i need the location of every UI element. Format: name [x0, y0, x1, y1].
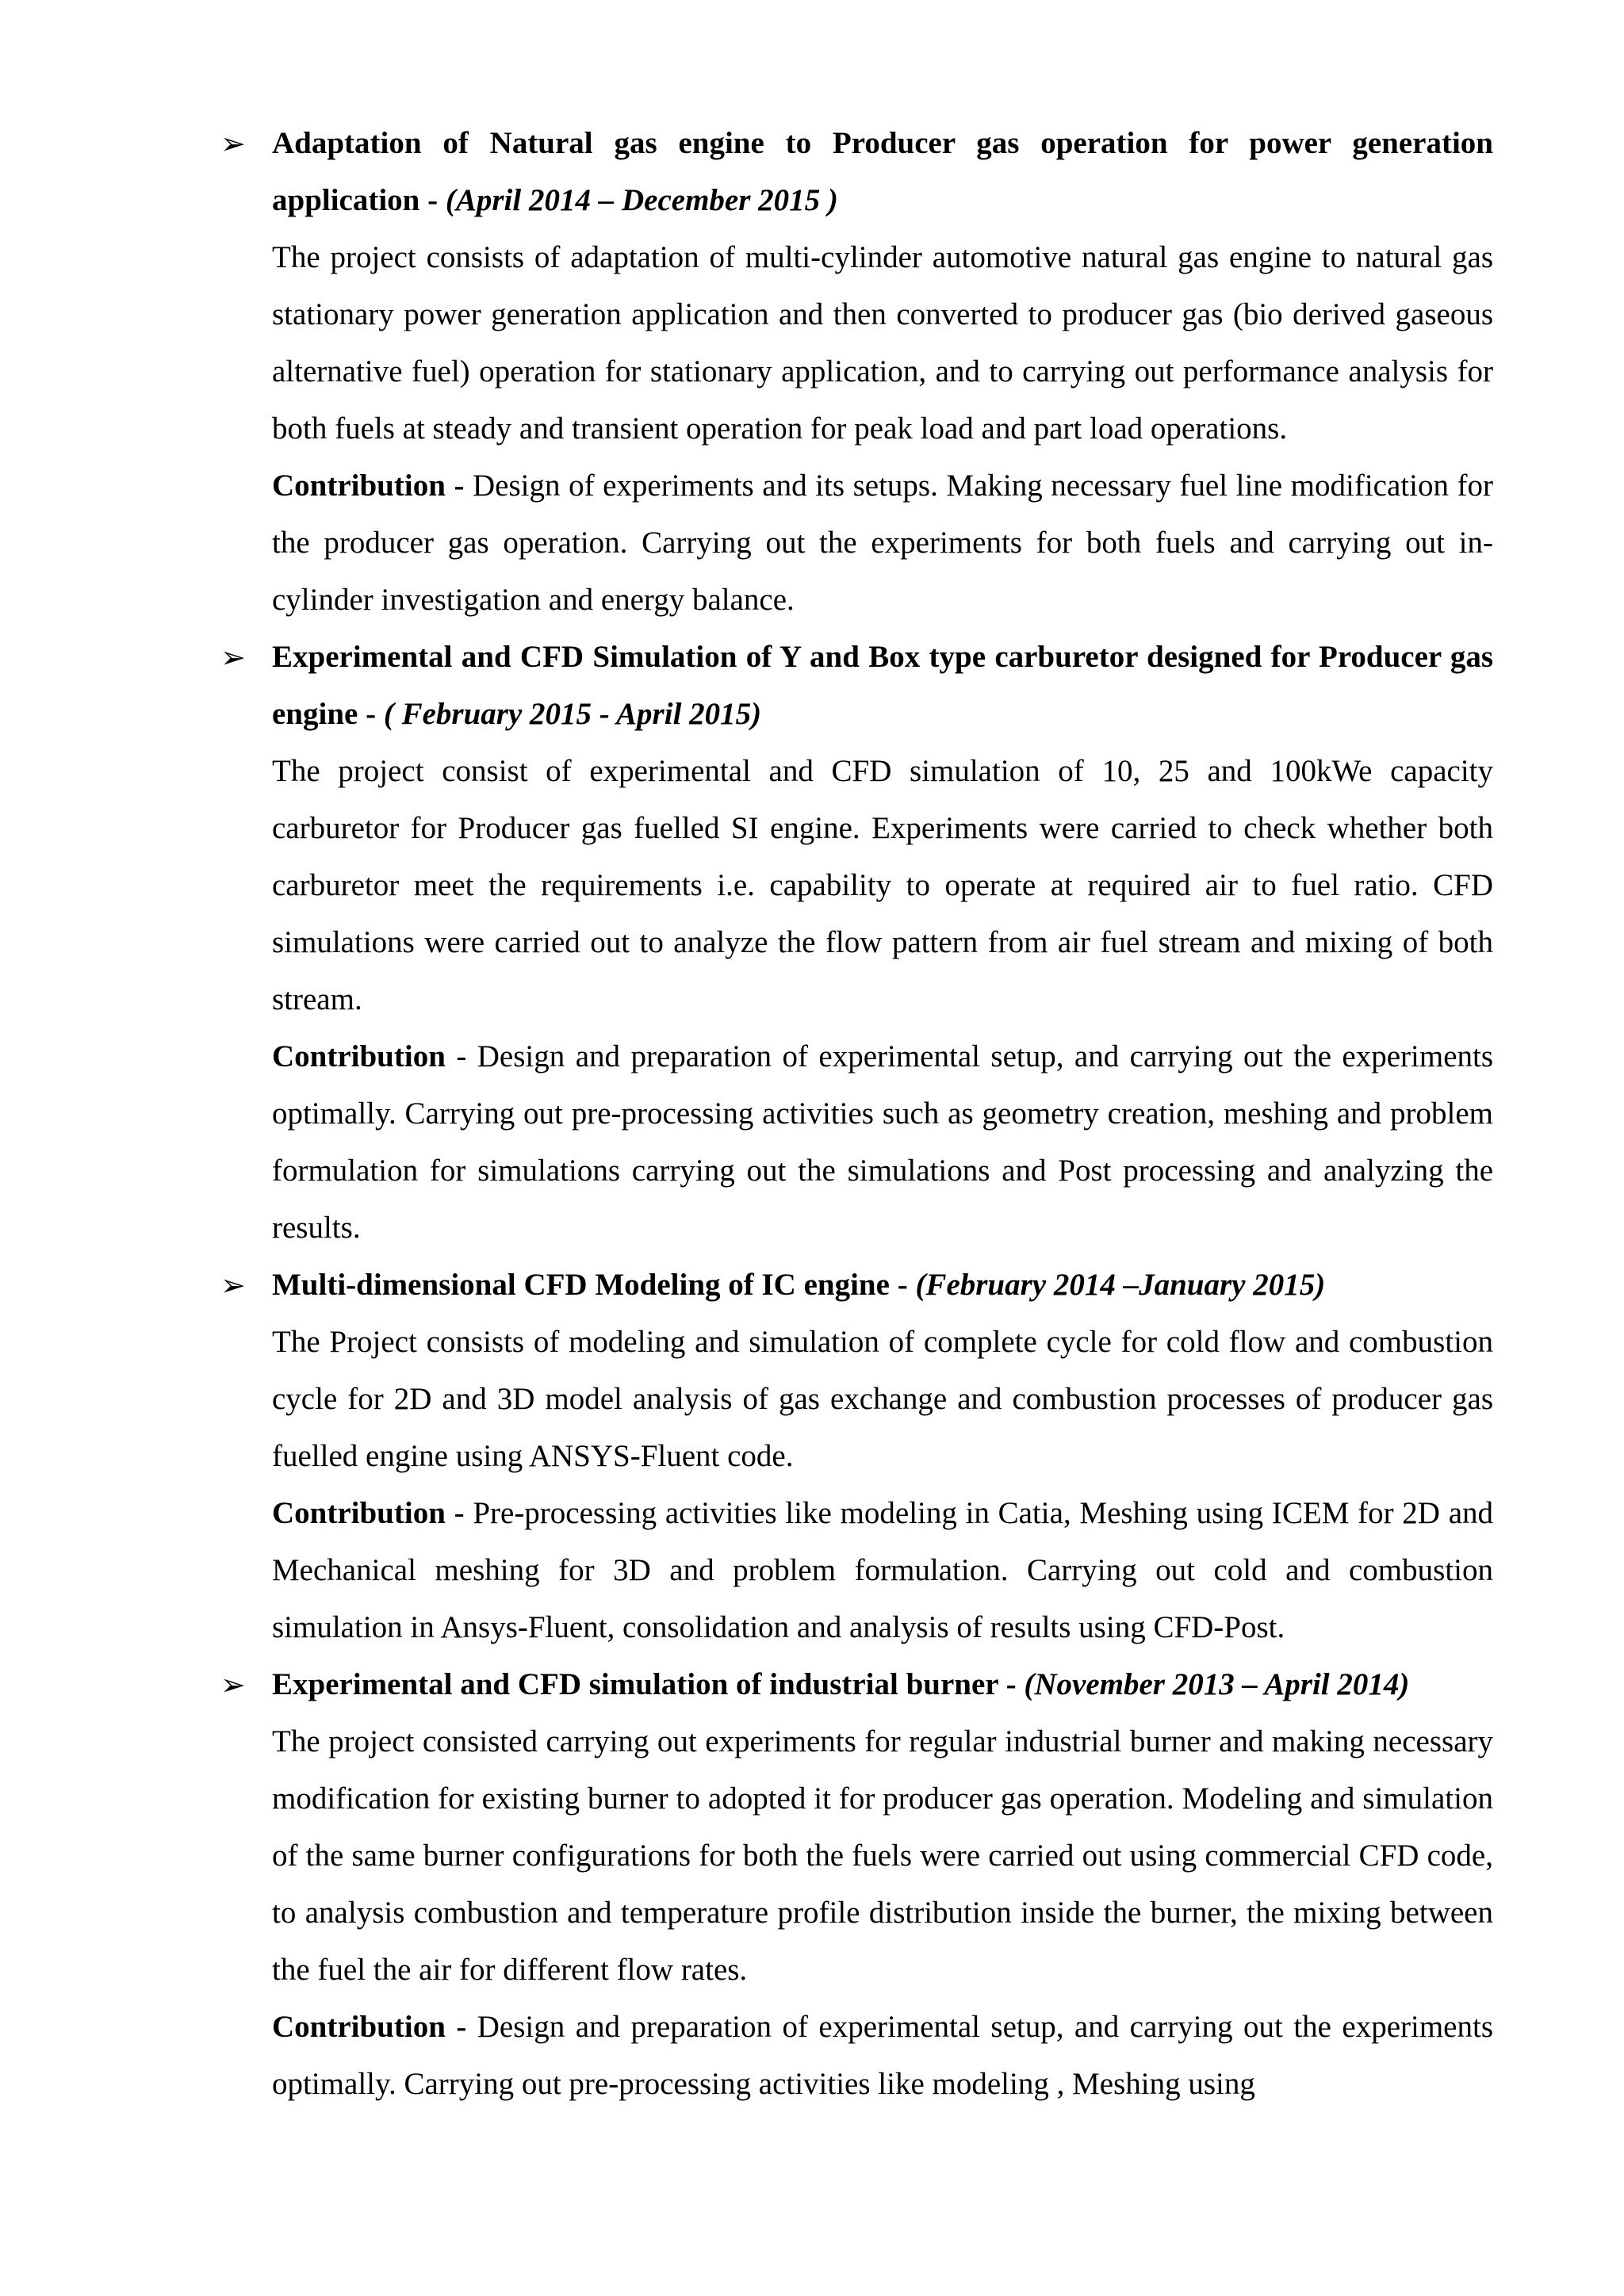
project-contribution [272, 1485, 1493, 1656]
project-title-text: Multi-dimensional CFD Modeling of IC engine [272, 1268, 890, 1302]
contribution-label: Contribution [272, 1496, 446, 1530]
project-dates: (February 2014 –January 2015) [915, 1268, 1326, 1302]
contribution-text: - Design and preparation of experimental setup, and carrying out the experiments optimally. Carrying out pre-processing activities such as geometry creation, meshing and problem formulation for simulations carrying out the simulations and Post processing and analyzing the results. [272, 1039, 1494, 1245]
arrow-bullet-icon: ➢ [220, 1667, 246, 1702]
project-description: The project consisted carrying out experiments for regular industrial burner and making necessary modification for existing burner to adopted it for producer gas operation. Modeling and simulation of the same burner configurations for both the fuels were carried out using commercial CFD code, to analysis combustion and temperature profile distribution inside the burner, the mixing between the fuel the air for different flow rates. [272, 1724, 1493, 1987]
contribution-text: - Pre-processing activities like modeling in Catia, Meshing using ICEM for 2D and Mechanical meshing for 3D and problem formulation. Carrying out cold and combustion simulation in Ansys-Fluent, consolidation and analysis of results using CFD-Post. [272, 1496, 1494, 1644]
title-separator: - [419, 183, 446, 217]
project-title-text: Adaptation of Natural gas engine to Producer gas operation for power generation application [272, 126, 1493, 217]
title-separator: - [889, 1268, 916, 1302]
project-title [272, 115, 1493, 229]
project-contribution [272, 1028, 1493, 1257]
contribution-text: Design of experiments and its setups. Making necessary fuel line modification for the producer gas operation. Carrying out the experiments for both fuels and carrying out in-cylinder investigation and energy balance. [272, 469, 1494, 617]
project-description: The Project consists of modeling and simulation of complete cycle for cold flow and combustion cycle for 2D and 3D model analysis of gas exchange and combustion processes of producer gas fuelled engine using ANSYS-Fluent code. [272, 1325, 1493, 1473]
project-description: The project consists of adaptation of multi-cylinder automotive natural gas engine to natural gas stationary power generation application and then converted to producer gas (bio derived gaseous alternative fuel) operation for stationary application, and to carrying out performance analysis for both fuels at steady and transient operation for peak load and part load operations. [272, 240, 1493, 446]
project-dates: ( February 2015 - April 2015) [383, 697, 762, 731]
title-separator: - [358, 697, 384, 731]
project-contribution [272, 1999, 1493, 2113]
arrow-bullet-icon: ➢ [220, 1268, 246, 1303]
project-contribution [272, 457, 1493, 629]
contribution-label: Contribution - [272, 2010, 467, 2044]
project-dates: (November 2013 – April 2014) [1024, 1667, 1410, 1701]
project-title [272, 629, 1493, 743]
project-item [220, 115, 1494, 629]
arrow-bullet-icon: ➢ [220, 126, 246, 161]
project-title-text: Experimental and CFD simulation of industrial burner [272, 1667, 998, 1701]
project-title [272, 1656, 1493, 1713]
project-title-text: Experimental and CFD Simulation of Y and Box type carburetor designed for Producer gas engine [272, 640, 1493, 731]
project-item [220, 1656, 1494, 2113]
title-separator: - [998, 1667, 1025, 1701]
project-title [272, 1257, 1493, 1314]
project-description: The project consist of experimental and CFD simulation of 10, 25 and 100kWe capacity carburetor for Producer gas fuelled SI engine. Experiments were carried to check whether both carburetor meet the requirements i.e. capability to operate at required air to fuel ratio. CFD simulations were carried out to analyze the flow pattern from air fuel stream and mixing of both stream. [272, 754, 1493, 1016]
contribution-label: Contribution - [272, 469, 465, 503]
project-item [220, 1257, 1494, 1656]
arrow-bullet-icon: ➢ [220, 640, 246, 675]
project-dates: (April 2014 – December 2015 ) [445, 183, 838, 217]
contribution-text: Design and preparation of experimental setup, and carrying out the experiments optimally. Carrying out pre-processing activities like modeling , Meshing using [272, 2010, 1494, 2101]
project-item [220, 629, 1494, 1257]
contribution-label: Contribution [272, 1039, 446, 1073]
